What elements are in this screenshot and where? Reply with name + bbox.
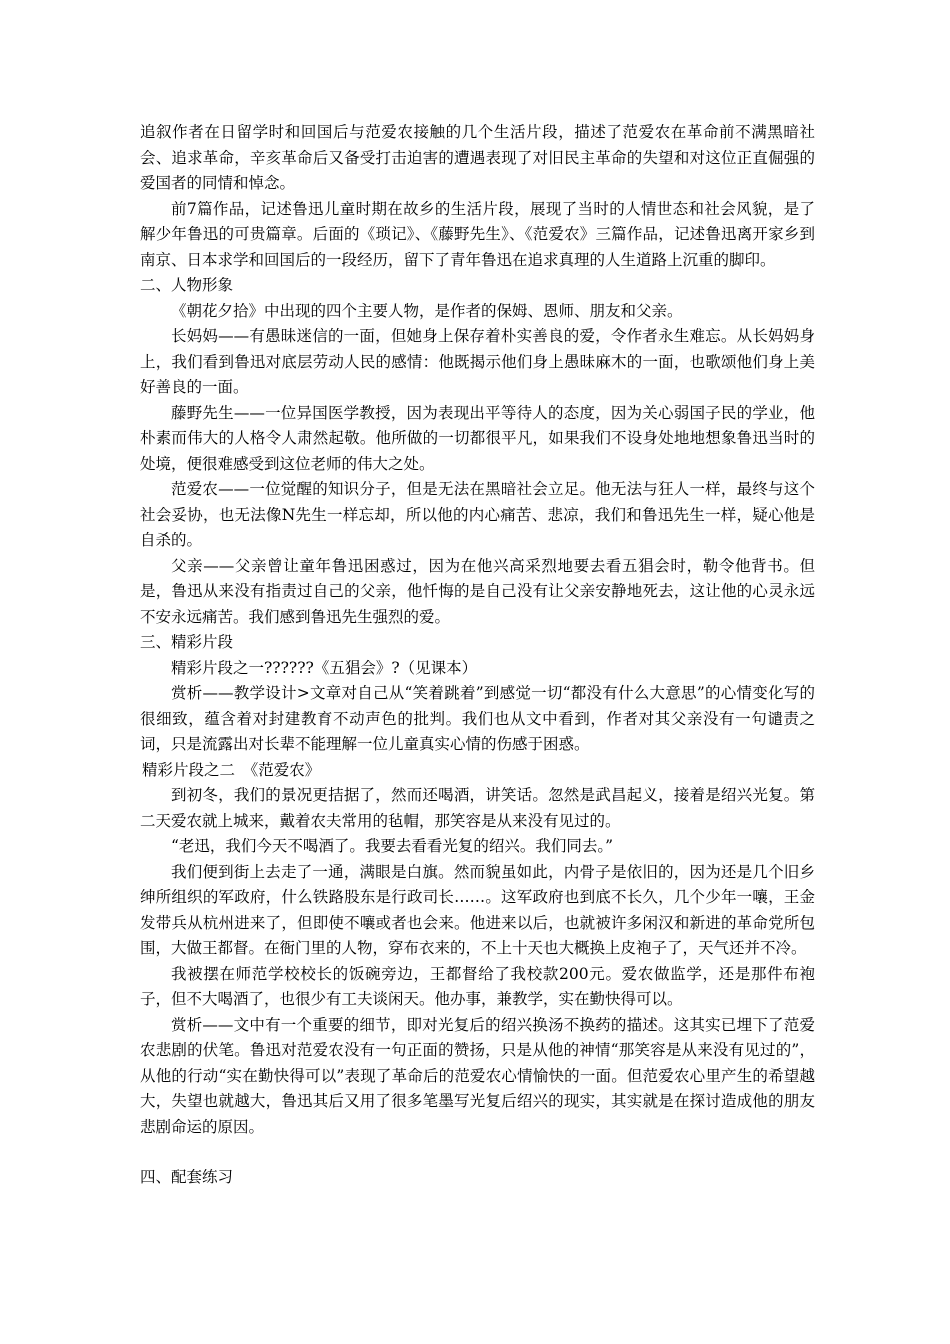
excerpt-two-quote: “老迅，我们今天不喝酒了。我要去看看光复的绍兴。我们同去。” [171, 837, 614, 855]
excerpt-two-analysis: 赏析——文中有一个重要的细节，即对光复后的绍兴换汤不换药的描述。这其实已埋下了范爱农悲剧的伏笔。鲁迅对范爱农没有一句正面的赞扬，只是从他的神情“那笑容是从来没有见过的”，从他的行动“实在勤快得可以”表现了革命后的范爱农心情愉快的一面。但范爱农心里产生的希望越大，失望也就越大，鲁迅其后又用了很多笔墨写光复后绍兴的现实，其实就是在探讨造成他的朋友悲剧命运的原因。 [140, 1015, 815, 1136]
paragraph-main-characters: 《朝花夕拾》中出现的四个主要人物，是作者的保姆、恩师、朋友和父亲。 [171, 301, 683, 320]
document-body [140, 120, 815, 1191]
paragraph-works-overview: 前7篇作品，记述鲁迅儿童时期在故乡的生活片段，展现了当时的人情世态和社会风貌，是了解少年鲁迅的可贵篇章。后面的《琐记》、《藤野先生》、《范爱农》三篇作品，记述鲁迅离开家乡到南京、日本求学和回国后的一段经历，留下了青年鲁迅在追求真理的人生道路上沉重的脚印。 [140, 199, 815, 269]
excerpt-one-analysis: 赏析——教学设计>文章对自己从“笑着跳着”到感觉一切“都没有什么大意思”的心情变化写的很细致，蕴含着对封建教育不动声色的批判。我们也从文中看到，作者对其父亲没有一句谴责之词，只是流露出对长辈不能理解一位儿童真实心情的伤感于困惑。 [140, 684, 815, 753]
excerpt-one-title: 精彩片段之一??????《五猖会》?（见课本） [171, 658, 478, 677]
paragraph-chang-mama: 长妈妈——有愚昧迷信的一面，但她身上保存着朴实善良的爱，令作者永生难忘。从长妈妈身上，我们看到鲁迅对底层劳动人民的感情：他既揭示他们身上愚昧麻木的一面，也歌颂他们身上美好善良的一面。 [140, 327, 815, 396]
excerpt-two-para-3: 我被摆在师范学校校长的饭碗旁边，王都督给了我校款200元。爱农做监学，还是那件布袍子，但不大喝酒了，也很少有工夫谈闲天。他办事，兼教学，实在勤快得可以。 [140, 964, 815, 1008]
excerpt-two-para-1: 到初冬，我们的景况更拮据了，然而还喝酒，讲笑话。忽然是武昌起义，接着是绍兴光复。第二天爱农就上城来，戴着农夫常用的毡帽，那笑容是从来没有见过的。 [140, 786, 815, 830]
section-heading-characters: 二、人物形象 [140, 276, 234, 294]
section-heading-excerpts: 三、精彩片段 [140, 633, 234, 651]
paragraph-fujino: 藤野先生——一位异国医学教授，因为表现出平等待人的态度，因为关心弱国子民的学业，他朴素而伟大的人格令人肃然起敬。他所做的一切都很平凡，如果我们不设身处地地想象鲁迅当时的处境，便很难感受到这位老师的伟大之处。 [140, 403, 815, 473]
excerpt-two-para-2: 我们便到街上去走了一通，满眼是白旗。然而貌虽如此，内骨子是依旧的，因为还是几个旧乡绅所组织的军政府，什么铁路股东是行政司长……。这军政府也到底不长久，几个少年一嚷，王金发带兵从杭州进来了，但即使不嚷或者也会来。他进来以后，也就被许多闲汉和新进的革命党所包围，大做王都督。在衙门里的人物，穿布衣来的，不上十天也大概换上皮袍子了，天气还并不冷。 [140, 862, 815, 957]
paragraph-fan-ainong-summary: 追叙作者在日留学时和回国后与范爱农接触的几个生活片段，描述了范爱农在革命前不满黑暗社会、追求革命，辛亥革命后又备受打击迫害的遭遇表现了对旧民主革命的失望和对这位正直倔强的爱国者的同情和悼念。 [140, 123, 815, 192]
paragraph-father: 父亲——父亲曾让童年鲁迅困惑过，因为在他兴高采烈地要去看五猖会时，勒令他背书。但是，鲁迅从来没有指责过自己的父亲，他忏悔的是自己没有让父亲安静地死去，这让他的心灵永远不安永远痛苦。我们感到鲁迅先生强烈的爱。 [140, 556, 815, 626]
excerpt-two-title: 精彩片段之二 《范爱农》 [142, 760, 321, 779]
section-heading-exercises: 四、配套练习 [140, 1168, 234, 1186]
paragraph-fan-ainong: 范爱农——一位觉醒的知识分子，但是无法在黑暗社会立足。他无法与狂人一样，最终与这个社会妥协，也无法像N先生一样忘却，所以他的内心痛苦、悲凉，我们和鲁迅先生一样，疑心他是自杀的。 [140, 480, 815, 549]
blank-line [140, 1140, 815, 1165]
